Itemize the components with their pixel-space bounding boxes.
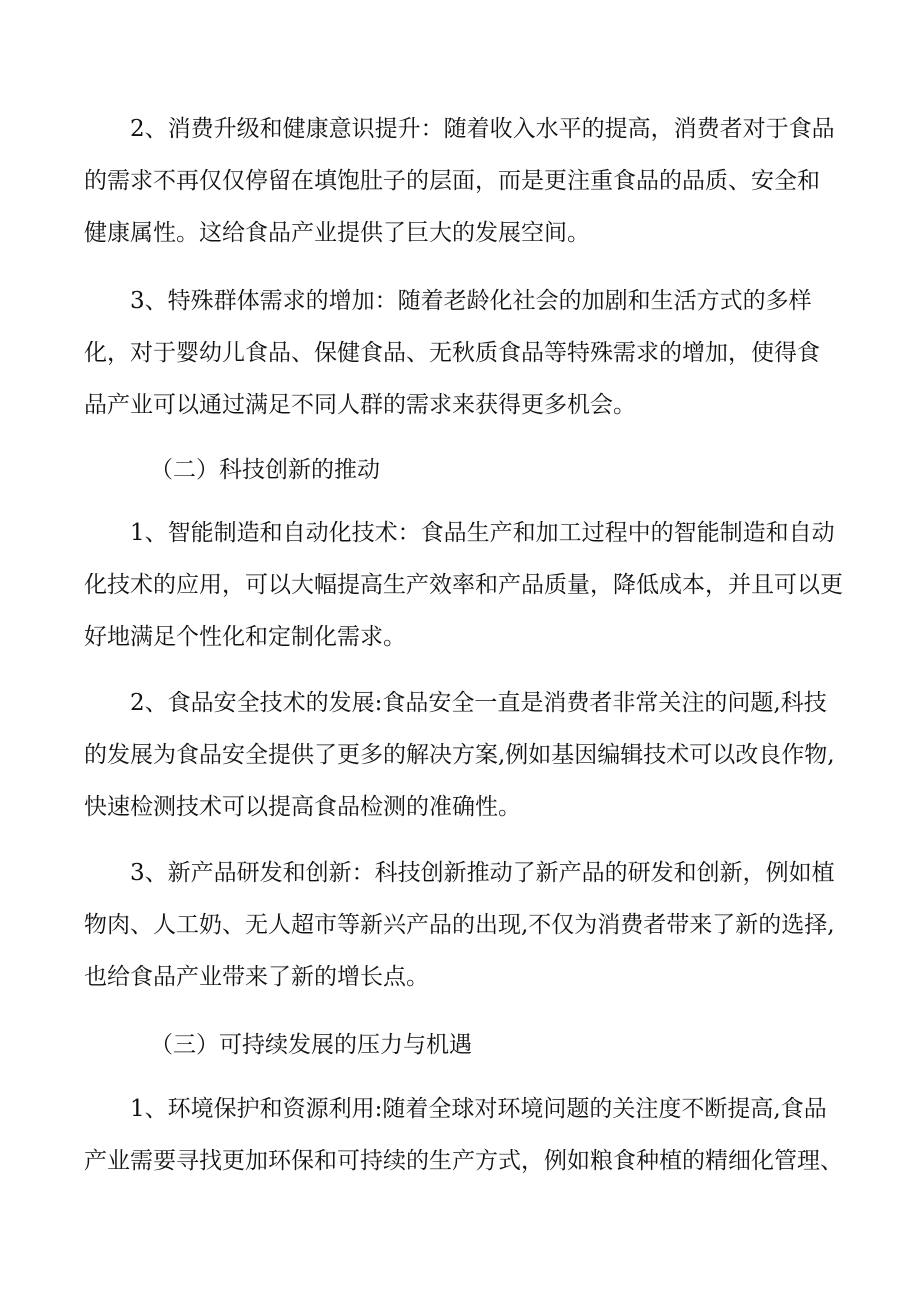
section-heading-sustainability: （三）可持续发展的压力与机遇 bbox=[150, 1032, 472, 1058]
paragraph-food-safety-line-3: 快速检测技术可以提高食品检测的准确性。 bbox=[84, 794, 521, 820]
paragraph-environment-line-1: 1、环境保护和资源利用:随着全球对环境问题的关注度不断提高,食品 bbox=[130, 1096, 827, 1122]
paragraph-consumption-upgrade-line-2: 的需求不再仅仅停留在填饱肚子的层面，而是更注重食品的品质、安全和 bbox=[84, 168, 820, 194]
paragraph-smart-manufacturing-line-3: 好地满足个性化和定制化需求。 bbox=[84, 624, 406, 650]
paragraph-consumption-upgrade-line-3: 健康属性。这给食品产业提供了巨大的发展空间。 bbox=[84, 220, 590, 246]
paragraph-consumption-upgrade-line-1: 2、消费升级和健康意识提升：随着收入水平的提高，消费者对于食品 bbox=[130, 116, 835, 142]
paragraph-smart-manufacturing-line-2: 化技术的应用，可以大幅提高生产效率和产品质量，降低成本，并且可以更 bbox=[84, 572, 843, 598]
paragraph-new-products-line-3: 也给食品产业带来了新的增长点。 bbox=[84, 964, 429, 990]
paragraph-environment-line-2: 产业需要寻找更加环保和可持续的生产方式，例如粮食种植的精细化管理、 bbox=[84, 1148, 843, 1174]
paragraph-food-safety-line-1: 2、食品安全技术的发展:食品安全一直是消费者非常关注的问题,科技 bbox=[130, 690, 827, 716]
paragraph-special-groups-line-2: 化，对于婴幼儿食品、保健食品、无秋质食品等特殊需求的增加，使得食 bbox=[84, 340, 820, 366]
paragraph-new-products-line-1: 3、新产品研发和创新：科技创新推动了新产品的研发和创新，例如植 bbox=[130, 860, 835, 886]
paragraph-smart-manufacturing-line-1: 1、智能制造和自动化技术：食品生产和加工过程中的智能制造和自动 bbox=[130, 520, 835, 546]
paragraph-food-safety-line-2: 的发展为食品安全提供了更多的解决方案,例如基因编辑技术可以改良作物, bbox=[84, 742, 835, 768]
paragraph-special-groups-line-3: 品产业可以通过满足不同人群的需求来获得更多机会。 bbox=[84, 392, 636, 418]
paragraph-special-groups-line-1: 3、特殊群体需求的增加：随着老龄化社会的加剧和生活方式的多样 bbox=[130, 288, 812, 314]
section-heading-tech-innovation: （二）科技创新的推动 bbox=[150, 457, 380, 483]
paragraph-new-products-line-2: 物肉、人工奶、无人超市等新兴产品的出现,不仅为消费者带来了新的选择, bbox=[84, 912, 835, 938]
